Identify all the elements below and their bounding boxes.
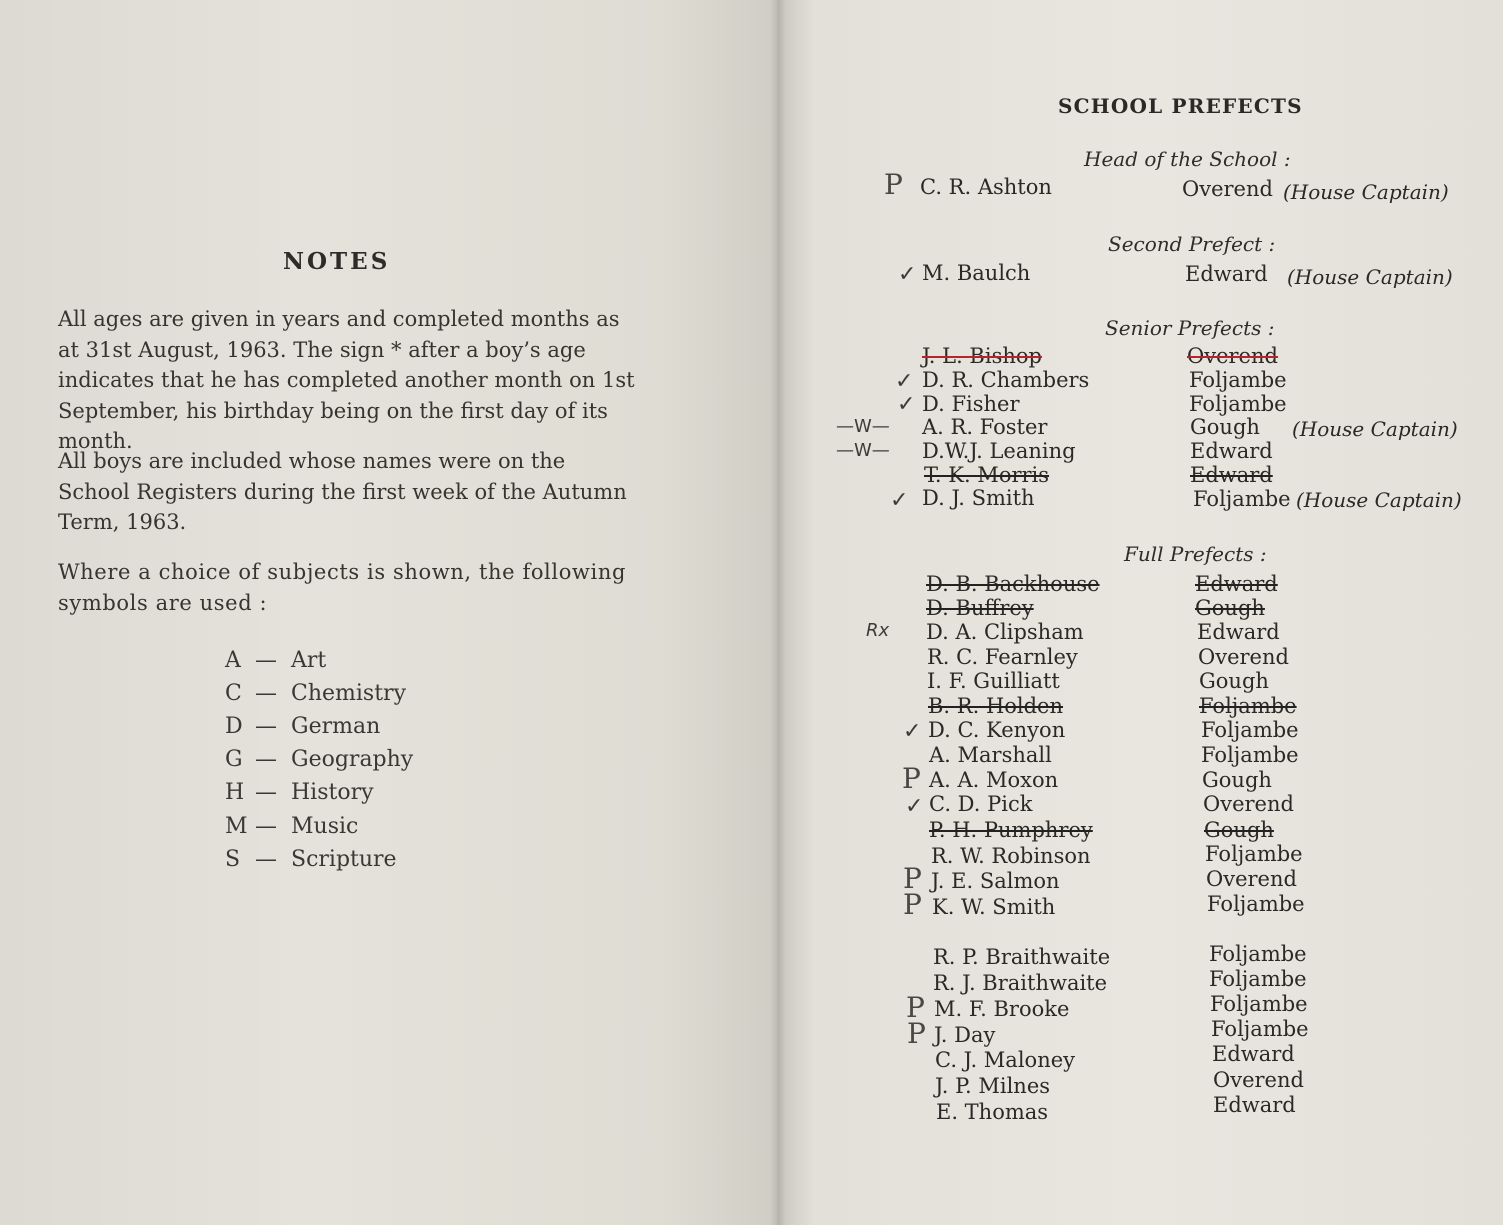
prefect-house: Foljambe: [1199, 694, 1297, 718]
prefect-name: R. W. Robinson: [931, 844, 1091, 868]
prefect-name: J. E. Salmon: [931, 869, 1060, 893]
prefect-house: Foljambe: [1201, 718, 1299, 742]
notes-title: NOTES: [283, 248, 391, 275]
house-captain-note: (House Captain): [1292, 417, 1458, 441]
check-mark: ✓: [898, 262, 917, 287]
prefect-name: J. Day: [934, 1023, 996, 1047]
check-mark: ✓: [905, 794, 924, 819]
prefect-house: Gough: [1202, 768, 1272, 792]
prefect-house: Foljambe: [1193, 487, 1291, 511]
prefect-house: Foljambe: [1207, 892, 1305, 916]
prefect-name: M. Baulch: [922, 261, 1031, 285]
prefect-name: D. A. Clipsham: [926, 620, 1084, 644]
prefect-house: Gough: [1199, 669, 1269, 693]
pen-mark: P: [903, 888, 922, 921]
check-mark: ✓: [890, 488, 909, 513]
prefect-name: A. Marshall: [929, 743, 1052, 767]
notes-paragraph-symbols: Where a choice of subjects is shown, the following symbols are used :: [58, 560, 626, 615]
prefect-house: Overend: [1206, 867, 1297, 891]
prefect-house: Foljambe: [1189, 392, 1287, 416]
prefect-name: C. J. Maloney: [935, 1048, 1076, 1072]
prefect-name: D. Buffrey: [926, 596, 1034, 620]
prefect-name: R. C. Fearnley: [927, 645, 1078, 669]
prefect-house: Edward: [1185, 262, 1268, 286]
prefect-name: J. P. Milnes: [935, 1074, 1051, 1098]
prefects-heading: SCHOOL PREFECTS: [1058, 94, 1303, 118]
section-label-senior: Senior Prefects :: [1105, 316, 1275, 340]
prefect-name: M. F. Brooke: [934, 997, 1070, 1021]
section-label-full: Full Prefects :: [1124, 542, 1267, 566]
pen-mark: P: [884, 168, 903, 201]
check-mark: ✓: [903, 719, 922, 744]
prefect-house: Foljambe: [1209, 967, 1307, 991]
notes-paragraph-registers: All boys are included whose names were on the School Registers during the first week of the Autumn Term, 1963.: [58, 449, 627, 534]
notes-page: NOTES All ages are given in years and completed months as at 31st August, 1963. The sign * after a boy’s age indicates that he has completed another month on 1st September, his birthday being on the first day of its month. All boys are included whose names were on the School Registers during the first week of the Autumn Term, 1963. Where a choice of subjects is shown, the following symbols are used : A — Art C — Chemistry D — German G — Geography H — History M — Music S — Scripture: [0, 0, 778, 1225]
prefect-name: P. H. Pumphrey: [929, 818, 1093, 842]
prefect-house: Overend: [1213, 1068, 1304, 1092]
check-mark: ✓: [897, 392, 916, 417]
prefect-name: E. Thomas: [936, 1100, 1049, 1124]
prefect-house: Gough: [1204, 818, 1274, 842]
prefect-name: B. R. Holden: [928, 694, 1064, 718]
prefect-house: Overend: [1203, 792, 1294, 816]
pen-mark: P: [907, 1017, 926, 1050]
prefect-house: Foljambe: [1189, 368, 1287, 392]
prefect-house: Foljambe: [1210, 992, 1308, 1016]
notes-paragraph-ages: All ages are given in years and completed months as at 31st August, 1963. The sign * after a boy’s age indicates that he has completed another month on 1st September, his birthday being on the first day of its month.: [58, 307, 635, 453]
withdrawn-mark: —W—: [836, 416, 890, 437]
prefect-name: D.W.J. Leaning: [922, 439, 1076, 463]
prefect-name: D. R. Chambers: [922, 368, 1090, 392]
house-captain-note: (House Captain): [1287, 265, 1453, 289]
prefect-name: R. P. Braithwaite: [933, 945, 1111, 969]
section-label-head: Head of the School :: [1084, 147, 1291, 171]
prefect-house: Edward: [1213, 1093, 1296, 1117]
withdrawn-mark: —W—: [836, 440, 890, 461]
check-mark: ✓: [895, 369, 914, 394]
prefect-name: I. F. Guilliatt: [927, 669, 1060, 693]
prefect-name: A. A. Moxon: [929, 768, 1059, 792]
prefect-house: Edward: [1195, 572, 1278, 596]
prefect-house: Foljambe: [1211, 1017, 1309, 1041]
prefect-house: Overend: [1198, 645, 1289, 669]
prefect-house: Edward: [1197, 620, 1280, 644]
prefect-name: A. R. Foster: [922, 415, 1048, 439]
section-label-second: Second Prefect :: [1108, 232, 1276, 256]
prefect-house: Foljambe: [1205, 842, 1303, 866]
prefect-name: J. L. Bishop: [922, 344, 1042, 368]
prefect-house: Foljambe: [1201, 743, 1299, 767]
prefect-name: T. K. Morris: [924, 463, 1050, 487]
prefect-name: D. J. Smith: [922, 486, 1035, 510]
prefect-house: Foljambe: [1209, 942, 1307, 966]
book-spine: [770, 0, 786, 1225]
prefect-house: Edward: [1190, 439, 1273, 463]
house-captain-note: (House Captain): [1296, 488, 1462, 512]
prefect-house: Edward: [1212, 1042, 1295, 1066]
pen-mark: P: [906, 991, 925, 1024]
prefect-house: Overend: [1182, 177, 1273, 201]
pen-mark: P: [902, 762, 921, 795]
pen-mark: P: [903, 862, 922, 895]
pen-mark: Rx: [866, 620, 890, 641]
house-captain-note: (House Captain): [1283, 180, 1449, 204]
prefect-name: D. B. Backhouse: [926, 572, 1100, 596]
prefect-house: Edward: [1190, 463, 1273, 487]
prefect-house: Overend: [1187, 344, 1278, 368]
prefect-name: C. D. Pick: [929, 792, 1033, 816]
prefect-house: Gough: [1190, 415, 1260, 439]
prefect-name: D. Fisher: [922, 392, 1020, 416]
prefect-name: K. W. Smith: [932, 895, 1056, 919]
prefect-name: R. J. Braithwaite: [933, 971, 1108, 995]
prefect-name: D. C. Kenyon: [928, 718, 1066, 742]
prefect-house: Gough: [1195, 596, 1265, 620]
prefect-name: C. R. Ashton: [920, 175, 1052, 199]
